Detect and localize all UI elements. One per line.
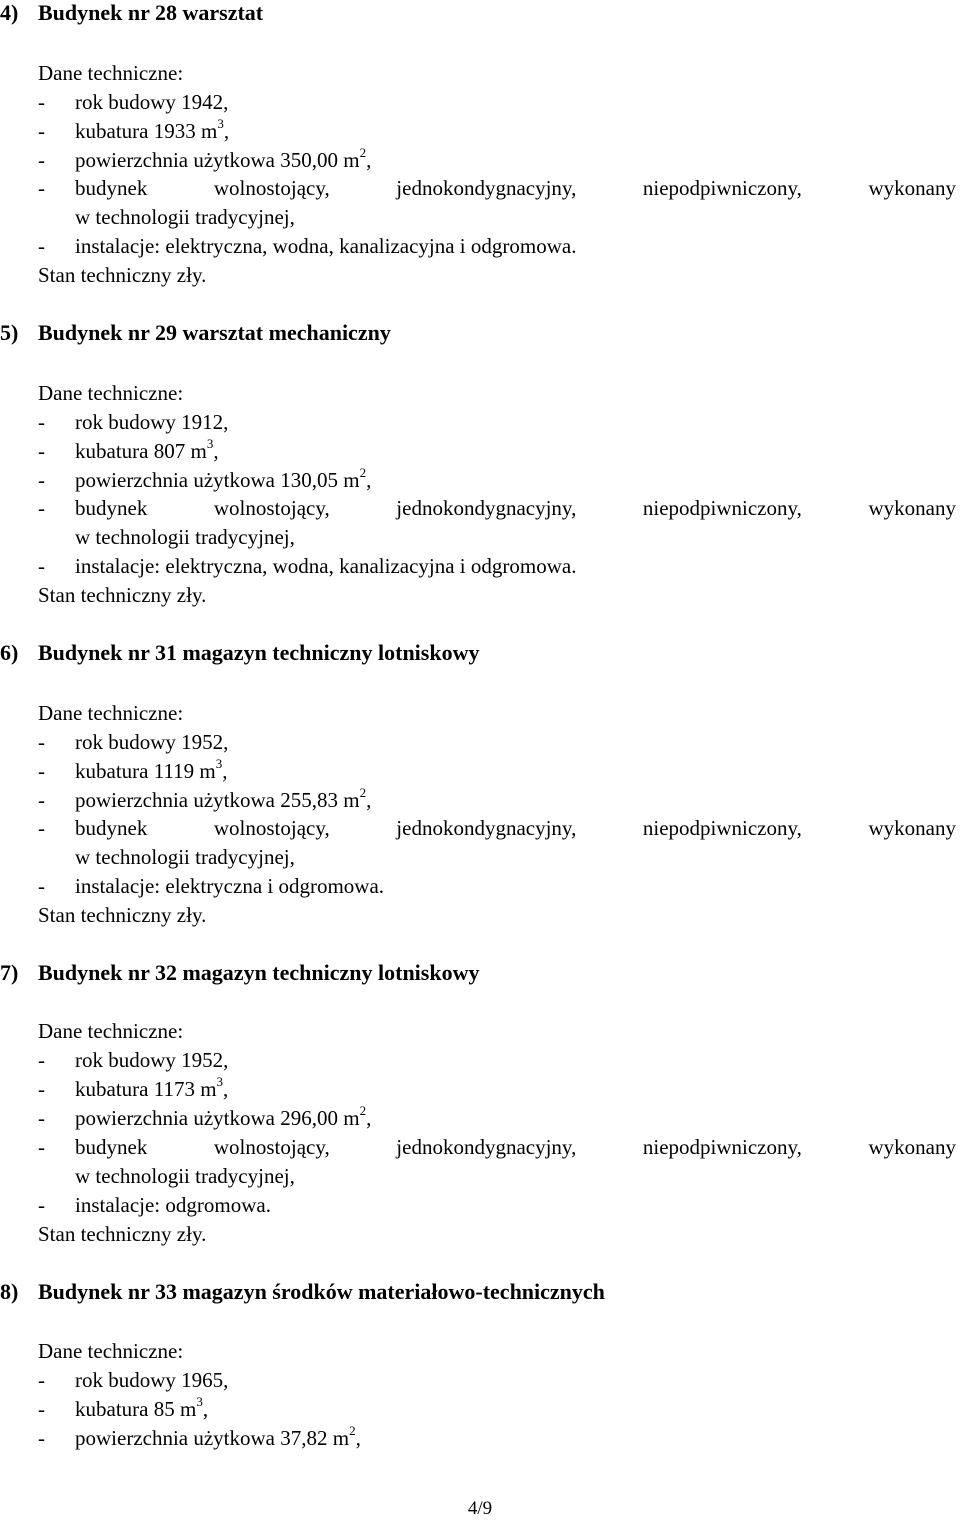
list-item-kubatura: - kubatura 1119 $m^3$, (38, 756, 228, 783)
list-item-powierzchnia: - powierzchnia użytkowa 130,05 $m^2$, (38, 465, 372, 492)
dane-label: Dane techniczne: (38, 701, 184, 725)
section-heading (0, 960, 479, 986)
section-title: Budynek nr 28 warsztat (38, 0, 264, 25)
list-item-kubatura: - kubatura 807 $m^3$, (38, 436, 219, 463)
list-item-rok: - rok budowy 1942, (38, 90, 229, 114)
list-item-budynek: - budynek wolnostojący, jednokondygnacyjny, niepodpiwniczony, wykonany (38, 176, 956, 200)
list-item-rok: - rok budowy 1952, (38, 730, 229, 754)
stan-text: Stan techniczny zły. (38, 583, 207, 607)
page-number: 4/9 (467, 1498, 493, 1519)
stan-text: Stan techniczny zły. (38, 263, 207, 287)
section-title: Budynek nr 33 magazyn środków materiałowo-technicznych (38, 1279, 605, 1304)
list-item-instalacje: - instalacje: elektryczna i odgromowa. (38, 874, 385, 898)
list-item-continuation: w technologii tradycyjnej, (75, 1164, 295, 1188)
dane-label: Dane techniczne: (38, 61, 184, 85)
section-number: 4) (0, 0, 19, 25)
list-item-budynek: - budynek wolnostojący, jednokondygnacyjny, niepodpiwniczony, wykonany (38, 1135, 956, 1159)
section-number: 5) (0, 320, 19, 345)
list-item-budynek: - budynek wolnostojący, jednokondygnacyjny, niepodpiwniczony, wykonany (38, 816, 956, 840)
stan-text: Stan techniczny zły. (38, 903, 207, 927)
list-item-rok: - rok budowy 1952, (38, 1048, 229, 1072)
list-item-instalacje: - instalacje: elektryczna, wodna, kanalizacyjna i odgromowa. (38, 554, 577, 578)
list-item-kubatura: - kubatura 1933 $m^3$, (38, 116, 230, 143)
list-item-rok: - rok budowy 1912, (38, 410, 229, 434)
list-item-powierzchnia: - powierzchnia użytkowa 296,00 $m^2$, (38, 1103, 372, 1130)
section-number: 8) (0, 1279, 19, 1304)
section-number: 6) (0, 640, 19, 665)
list-item-powierzchnia: - powierzchnia użytkowa 37,82 $m^2$, (38, 1423, 361, 1450)
section-heading (0, 640, 479, 666)
list-item-powierzchnia: - powierzchnia użytkowa 255,83 $m^2$, (38, 785, 372, 812)
section-title: Budynek nr 32 magazyn techniczny lotniskowy (38, 960, 480, 985)
dane-label: Dane techniczne: (38, 1019, 184, 1043)
list-item-kubatura: - kubatura 1173 $m^3$, (38, 1074, 229, 1101)
list-item-rok: - rok budowy 1965, (38, 1368, 229, 1392)
list-item-continuation: w technologii tradycyjnej, (75, 205, 295, 229)
list-item-powierzchnia: - powierzchnia użytkowa 350,00 $m^2$, (38, 145, 372, 172)
list-item-continuation: w technologii tradycyjnej, (75, 525, 295, 549)
section-title: Budynek nr 31 magazyn techniczny lotniskowy (38, 640, 480, 665)
list-item-kubatura: - kubatura 85 $m^3$, (38, 1394, 209, 1421)
section-heading (0, 320, 391, 346)
stan-text: Stan techniczny zły. (38, 1222, 207, 1246)
section-title: Budynek nr 29 warsztat mechaniczny (38, 320, 391, 345)
list-item-instalacje: - instalacje: odgromowa. (38, 1193, 271, 1217)
dane-label: Dane techniczne: (38, 381, 184, 405)
list-item-budynek: - budynek wolnostojący, jednokondygnacyjny, niepodpiwniczony, wykonany (38, 496, 956, 520)
section-number: 7) (0, 960, 19, 985)
dane-label: Dane techniczne: (38, 1339, 184, 1363)
section-heading (0, 0, 263, 26)
list-item-continuation: w technologii tradycyjnej, (75, 845, 295, 869)
section-heading (0, 1279, 605, 1305)
list-item-instalacje: - instalacje: elektryczna, wodna, kanalizacyjna i odgromowa. (38, 234, 577, 258)
